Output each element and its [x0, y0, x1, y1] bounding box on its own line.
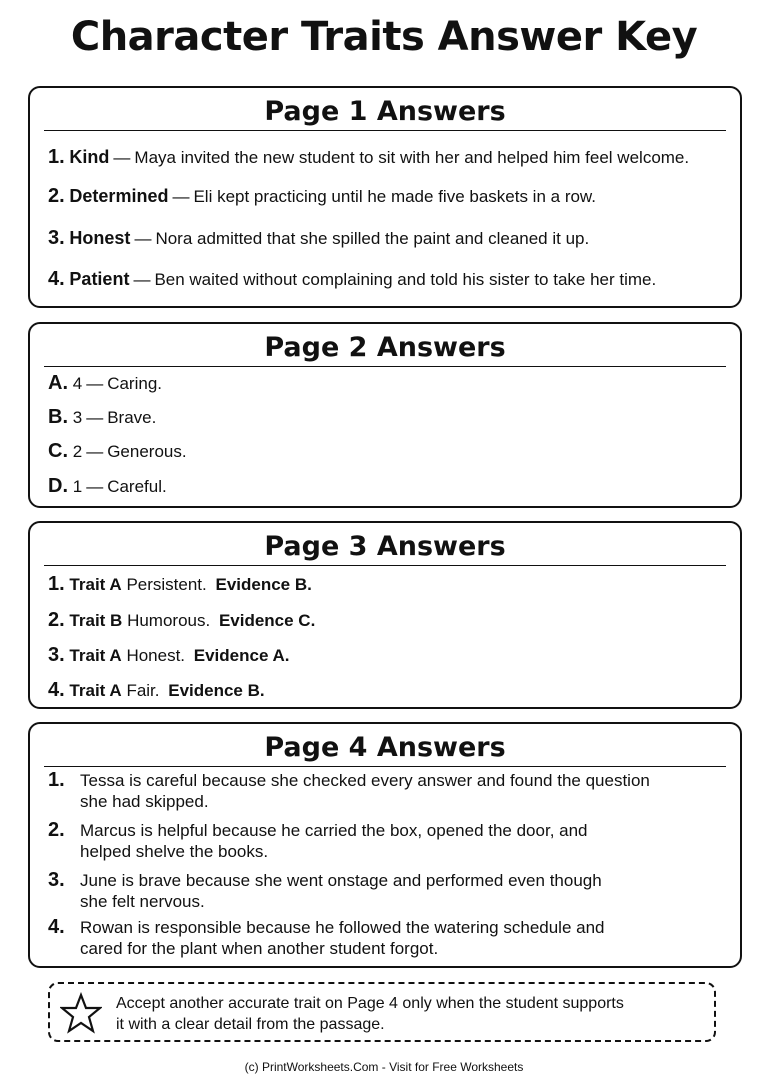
item-answer: 1 — [72, 477, 83, 496]
item-number: 1. — [48, 769, 65, 791]
page4-item — [48, 820, 660, 862]
item-number: 2. — [48, 185, 65, 207]
trait-label: Trait A — [69, 575, 122, 594]
item-letter: D. — [48, 475, 68, 497]
evidence-label: Evidence B. — [168, 681, 265, 700]
item-answer: 3 — [72, 408, 83, 427]
star-icon — [60, 992, 102, 1034]
item-letter: B. — [48, 406, 68, 428]
page3-heading: Page 3 Answers — [44, 531, 726, 566]
item-number: 4. — [48, 268, 65, 290]
item-line: Rowan is responsible because he followed the watering schedule and — [80, 918, 605, 937]
note-line: it with a clear detail from the passage. — [116, 1016, 385, 1033]
page-title: Character Traits Answer Key — [70, 14, 698, 60]
item-answer: 2 — [72, 442, 83, 461]
item-number: 3. — [48, 227, 65, 249]
page4-item — [48, 917, 660, 959]
note-text — [116, 993, 696, 1035]
item-number: 1. — [48, 573, 65, 595]
trait-word: Honest — [69, 228, 131, 248]
item-trait: Fair. — [126, 681, 160, 700]
trait-word: Patient — [69, 269, 130, 289]
item-trait: Persistent. — [126, 575, 207, 594]
page1-item: 4. Patient — Ben waited without complaining and told his sister to take her time. — [48, 268, 657, 290]
item-number: 4. — [48, 916, 65, 938]
item-letter: A. — [48, 372, 68, 394]
page3-item — [48, 609, 315, 632]
item-trait: Brave. — [107, 408, 157, 427]
page1-item: 3. Honest — Nora admitted that she spilled the paint and cleaned it up. — [48, 227, 590, 249]
page3-item — [48, 679, 265, 702]
trait-label: Trait A — [69, 681, 122, 700]
grading-note — [48, 982, 716, 1042]
item-text: Eli kept practicing until he made five baskets in a row. — [193, 187, 596, 206]
trait-label: Trait A — [69, 646, 122, 665]
item-number: 2. — [48, 609, 65, 631]
page3-item — [48, 573, 312, 596]
page4-heading: Page 4 Answers — [44, 732, 726, 767]
item-number: 3. — [48, 644, 65, 666]
page2-heading: Page 2 Answers — [44, 332, 726, 367]
page4-answers-box — [28, 722, 742, 968]
evidence-label: Evidence C. — [218, 611, 316, 630]
page2-answers-box — [28, 322, 742, 508]
item-number: 4. — [48, 679, 65, 701]
page1-heading: Page 1 Answers — [44, 96, 726, 131]
page2-item: C. 2 — Generous. — [48, 440, 187, 462]
page1-answers-box — [28, 86, 742, 308]
page4-item — [48, 770, 660, 812]
item-trait: Honest. — [126, 646, 186, 665]
item-line: Tessa is careful because she checked every answer and found the question — [80, 771, 650, 790]
page2-item: A. 4 — Caring. — [48, 372, 163, 394]
item-line: helped shelve the books. — [80, 842, 269, 861]
evidence-label: Evidence B. — [215, 575, 312, 594]
item-trait: Careful. — [107, 477, 167, 496]
item-line: cared for the plant when another student forgot. — [80, 939, 439, 958]
page3-item — [48, 644, 290, 667]
page1-item: 1. Kind — Maya invited the new student to sit with her and helped him feel welcome. — [48, 146, 690, 168]
item-number: 2. — [48, 819, 65, 841]
item-letter: C. — [48, 440, 68, 462]
item-trait: Humorous. — [127, 611, 211, 630]
trait-word: Determined — [69, 186, 169, 206]
item-line: Marcus is helpful because he carried the box, opened the door, and — [80, 821, 588, 840]
note-line: Accept another accurate trait on Page 4 only when the student supports — [116, 995, 624, 1012]
evidence-label: Evidence A. — [193, 646, 290, 665]
page2-item: B. 3 — Brave. — [48, 406, 157, 428]
page4-item — [48, 870, 660, 912]
item-text: Maya invited the new student to sit with her and helped him feel welcome. — [134, 148, 690, 167]
trait-label: Trait B — [69, 611, 123, 630]
page1-item: 2. Determined — Eli kept practicing until he made five baskets in a row. — [48, 185, 596, 207]
page3-answers-box — [28, 521, 742, 709]
item-number: 1. — [48, 146, 65, 168]
item-answer: 4 — [72, 374, 83, 393]
item-number: 3. — [48, 869, 65, 891]
page2-item: D. 1 — Careful. — [48, 475, 167, 497]
item-text: Ben waited without complaining and told his sister to take her time. — [154, 270, 657, 289]
item-trait: Generous. — [107, 442, 187, 461]
item-line: she felt nervous. — [80, 892, 205, 911]
footer-credit: (c) PrintWorksheets.Com - Visit for Free Worksheets — [244, 1060, 524, 1074]
trait-word: Kind — [69, 147, 110, 167]
item-trait: Caring. — [107, 374, 163, 393]
item-line: June is brave because she went onstage and performed even though — [80, 871, 602, 890]
item-line: she had skipped. — [80, 792, 209, 811]
item-text: Nora admitted that she spilled the paint and cleaned it up. — [155, 229, 590, 248]
